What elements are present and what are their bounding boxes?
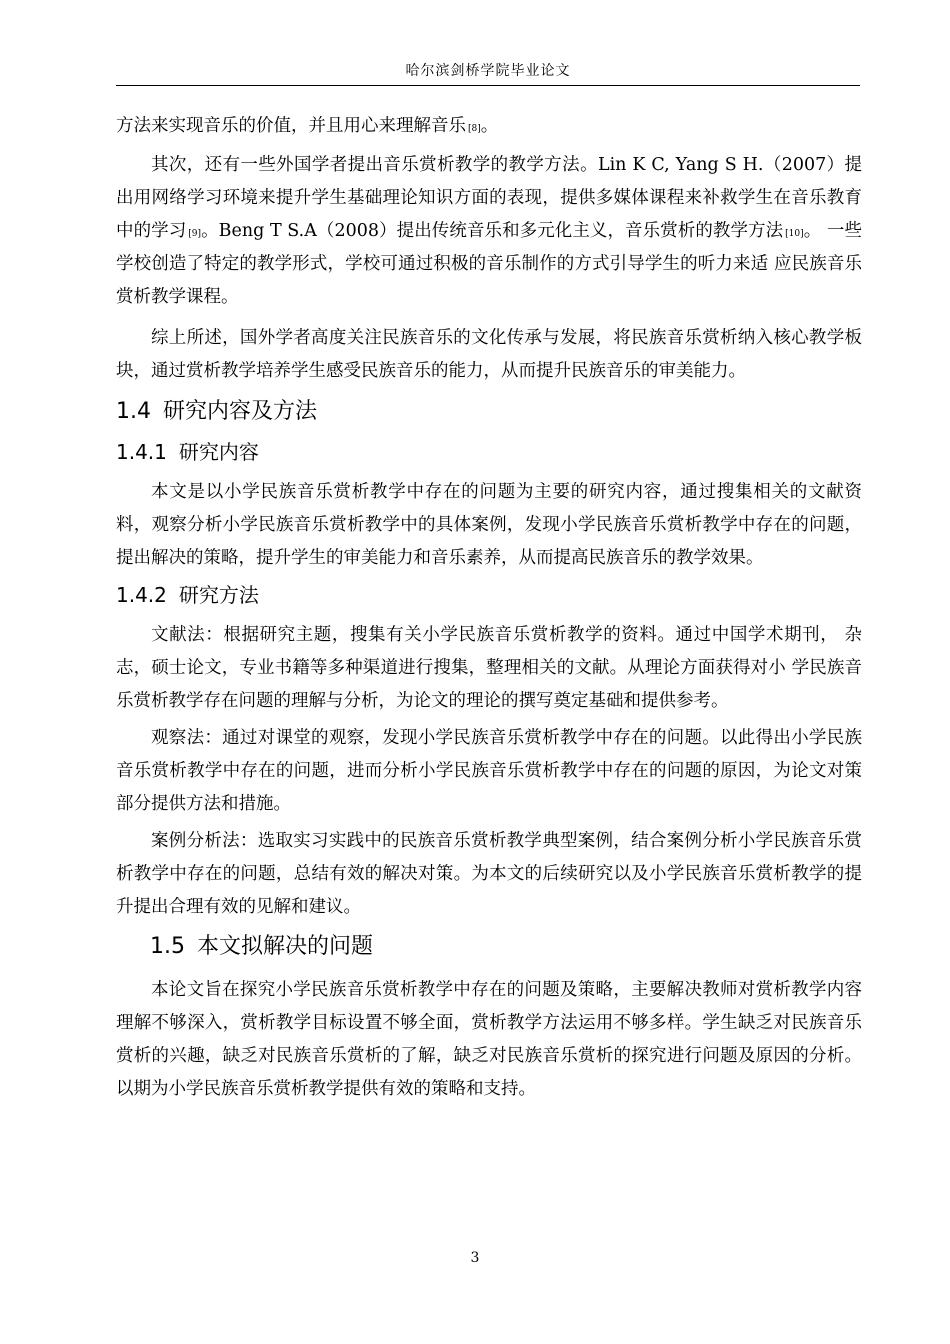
citation-ref: [10] (785, 229, 804, 239)
heading-1-4-2 (116, 585, 862, 605)
heading-title: 研究内容 (178, 440, 259, 464)
paragraph-text: 方法来实现音乐的价值，并且用心来理解音乐 (116, 116, 466, 136)
heading-number: 1.4.1 (116, 440, 167, 464)
heading-1-4-1 (116, 442, 862, 462)
header-rule (116, 85, 860, 86)
paragraph-problems: 本论文旨在探究小学民族音乐赏析教学中存在的问题及策略，主要解决教师对赏析教学内容理解不够深入，赏析教学目标设置不够全面，赏析教学方法运用不够多样。学生缺乏对民族音乐赏析的兴趣，缺乏对民族音乐赏析的了解，缺乏对民族音乐赏析的探究进行问题及原因的分析。以期为小学民族音乐赏析教学提供有效的策略和支持。 (116, 980, 862, 1099)
paragraph-text: 。 (480, 116, 499, 136)
paragraph-research-content: 本文是以小学民族音乐赏析教学中存在的问题为主要的研究内容，通过搜集相关的文献资料，观察分析小学民族音乐赏析教学中的具体案例，发现小学民族音乐赏析教学中存在的问题，提出解决的策略，提升学生的审美能力和音乐素养，从而提高民族音乐的教学效果。 (116, 482, 862, 568)
running-header: 哈尔滨剑桥学院毕业论文 (405, 63, 571, 79)
paragraph-continuation (116, 110, 862, 143)
heading-1-4 (116, 401, 862, 423)
page-body (116, 110, 862, 1106)
paragraph-summary: 综上所述，国外学者高度关注民族音乐的文化传承与发展，将民族音乐赏析纳入核心教学板块，通过赏析教学培养学生感受民族音乐的能力，从而提升民族音乐的审美能力。 (116, 328, 862, 381)
page-number: 3 (470, 1250, 480, 1266)
paragraph-observation-method: 观察法：通过对课堂的观察，发现小学民族音乐赏析教学中存在的问题。以此得出小学民族音乐赏析教学中存在的问题，进而分析小学民族音乐赏析教学中存在的问题的原因，为论文对策部分提供方法和措施。 (116, 728, 862, 814)
heading-number: 1.4 (116, 399, 151, 424)
heading-title: 研究方法 (178, 583, 259, 607)
heading-number: 1.5 (150, 934, 185, 959)
heading-number: 1.4.2 (116, 583, 167, 607)
paragraph-case-method: 案例分析法：选取实习实践中的民族音乐赏析教学典型案例，结合案例分析小学民族音乐赏析教学中存在的问题，总结有效的解决对策。为本文的后续研究以及小学民族音乐赏析教学的提升提出合理有效的见解和建议。 (116, 831, 862, 917)
paragraph-text: 。 一些学校创造了特定的教学形式，学校可通过积极的音乐制作的方式引导学生的听力来适 应民族音乐赏析教学课程。 (116, 221, 862, 307)
heading-title: 本文拟解决的问题 (197, 934, 374, 959)
heading-1-5 (116, 936, 862, 958)
paragraph-text: 。Beng T S.A（2008）提出传统音乐和多元化主义，音乐赏析的教学方法 (201, 221, 784, 241)
citation-ref: [9] (188, 229, 202, 239)
paragraph-foreign-methods (116, 149, 862, 314)
citation-ref: [8] (468, 124, 481, 134)
paragraph-literature-method: 文献法：根据研究主题，搜集有关小学民族音乐赏析教学的资料。通过中国学术期刊， 杂志，硕士论文，专业书籍等多种渠道进行搜集，整理相关的文献。从理论方面获得对小 学民族音乐赏析教学存在问题的理解与分析，为论文的理论的撰写奠定基础和提供参考。 (116, 625, 862, 711)
paragraph-text: 其次，还有一些外国学者提出音乐赏析教学的教学方法。Lin K C, Yang S H.（2007）提出用网络学习环境来提升学生基础理论知识方面的表现，提供多媒体课程来补救学生在音乐教育中的学习 (116, 155, 862, 241)
heading-title: 研究内容及方法 (163, 399, 318, 424)
